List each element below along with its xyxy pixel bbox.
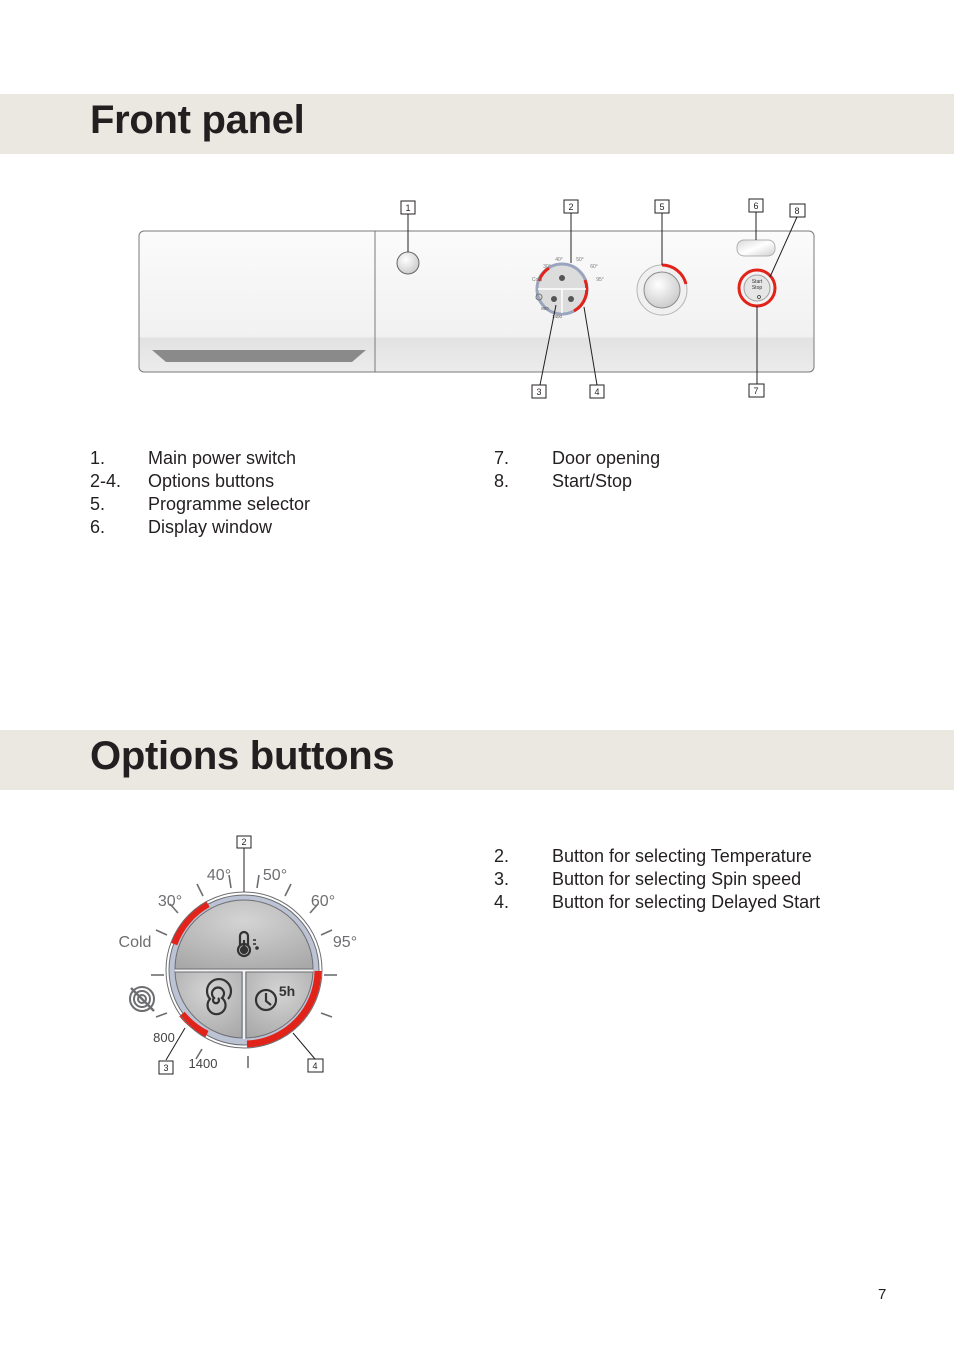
legend-item: 7. Door opening	[494, 448, 661, 468]
temperature-button-small[interactable]	[559, 275, 565, 281]
dial-label-40: 40°	[206, 867, 232, 884]
legend-item: 8. Start/Stop	[494, 471, 633, 491]
legend-item: 1. Main power switch	[90, 448, 297, 468]
main-power-switch[interactable]	[397, 252, 419, 274]
display-window	[737, 240, 775, 256]
legend-item: 2-4. Options buttons	[90, 471, 275, 491]
panel-label-30: 30°	[543, 264, 551, 270]
front-panel-header	[0, 94, 954, 154]
stop-label: Stop	[751, 285, 763, 291]
callout-3: 3	[536, 387, 542, 397]
spin-button-small[interactable]	[551, 296, 557, 302]
dial-label-30: 30°	[157, 893, 183, 910]
dial-label-95: 95°	[332, 934, 358, 951]
callout-7: 7	[753, 386, 759, 396]
dial-callout-4: 4	[312, 1061, 318, 1071]
options-buttons-title: Options buttons	[90, 734, 395, 778]
dial-label-1400: 1400	[188, 1056, 218, 1071]
dial-label-60: 60°	[310, 893, 336, 910]
options-dial-diagram	[100, 830, 380, 1080]
panel-label-1400: 1400	[551, 314, 563, 319]
panel-label-cold: Cold	[531, 277, 543, 283]
front-panel-title: Front panel	[90, 98, 305, 142]
callout-6: 6	[753, 201, 759, 211]
page-number: 7	[878, 1286, 887, 1303]
options-buttons-header	[0, 730, 954, 790]
front-panel-legend-right	[494, 447, 874, 493]
no-spin-icon	[130, 987, 154, 1011]
options-buttons-legend	[494, 845, 914, 914]
panel-label-800: 800	[541, 306, 549, 311]
dial-callout-2: 2	[241, 837, 247, 847]
legend-item: 2. Button for selecting Temperature	[494, 846, 812, 866]
delayed-start-button[interactable]	[246, 972, 313, 1038]
panel-label-95: 95°	[596, 277, 604, 283]
callout-4: 4	[594, 387, 600, 397]
dial-label-cold: Cold	[118, 934, 152, 951]
delay-button-small[interactable]	[568, 296, 574, 302]
front-panel-diagram	[130, 190, 830, 405]
start-label: Start	[751, 279, 763, 285]
callout-1: 1	[405, 203, 411, 213]
delay-5h-label: 5h	[278, 983, 296, 999]
start-stop-button[interactable]	[739, 270, 775, 306]
panel-label-40: 40°	[555, 257, 563, 263]
callout-8: 8	[794, 206, 800, 216]
legend-item: 4. Button for selecting Delayed Start	[494, 892, 821, 912]
legend-item: 6. Display window	[90, 517, 273, 537]
detergent-drawer-handle[interactable]	[152, 350, 366, 362]
dial-callout-3: 3	[163, 1063, 169, 1073]
callout-2: 2	[568, 202, 574, 212]
dial-label-50: 50°	[262, 867, 288, 884]
panel-label-50: 50°	[576, 257, 584, 263]
legend-item: 5. Programme selector	[90, 494, 311, 514]
dial-label-800: 800	[153, 1030, 175, 1045]
programme-selector[interactable]	[637, 265, 687, 315]
callout-5: 5	[659, 202, 665, 212]
front-panel-legend-left	[90, 447, 470, 539]
panel-label-60: 60°	[590, 264, 598, 270]
legend-item: 3. Button for selecting Spin speed	[494, 869, 802, 889]
